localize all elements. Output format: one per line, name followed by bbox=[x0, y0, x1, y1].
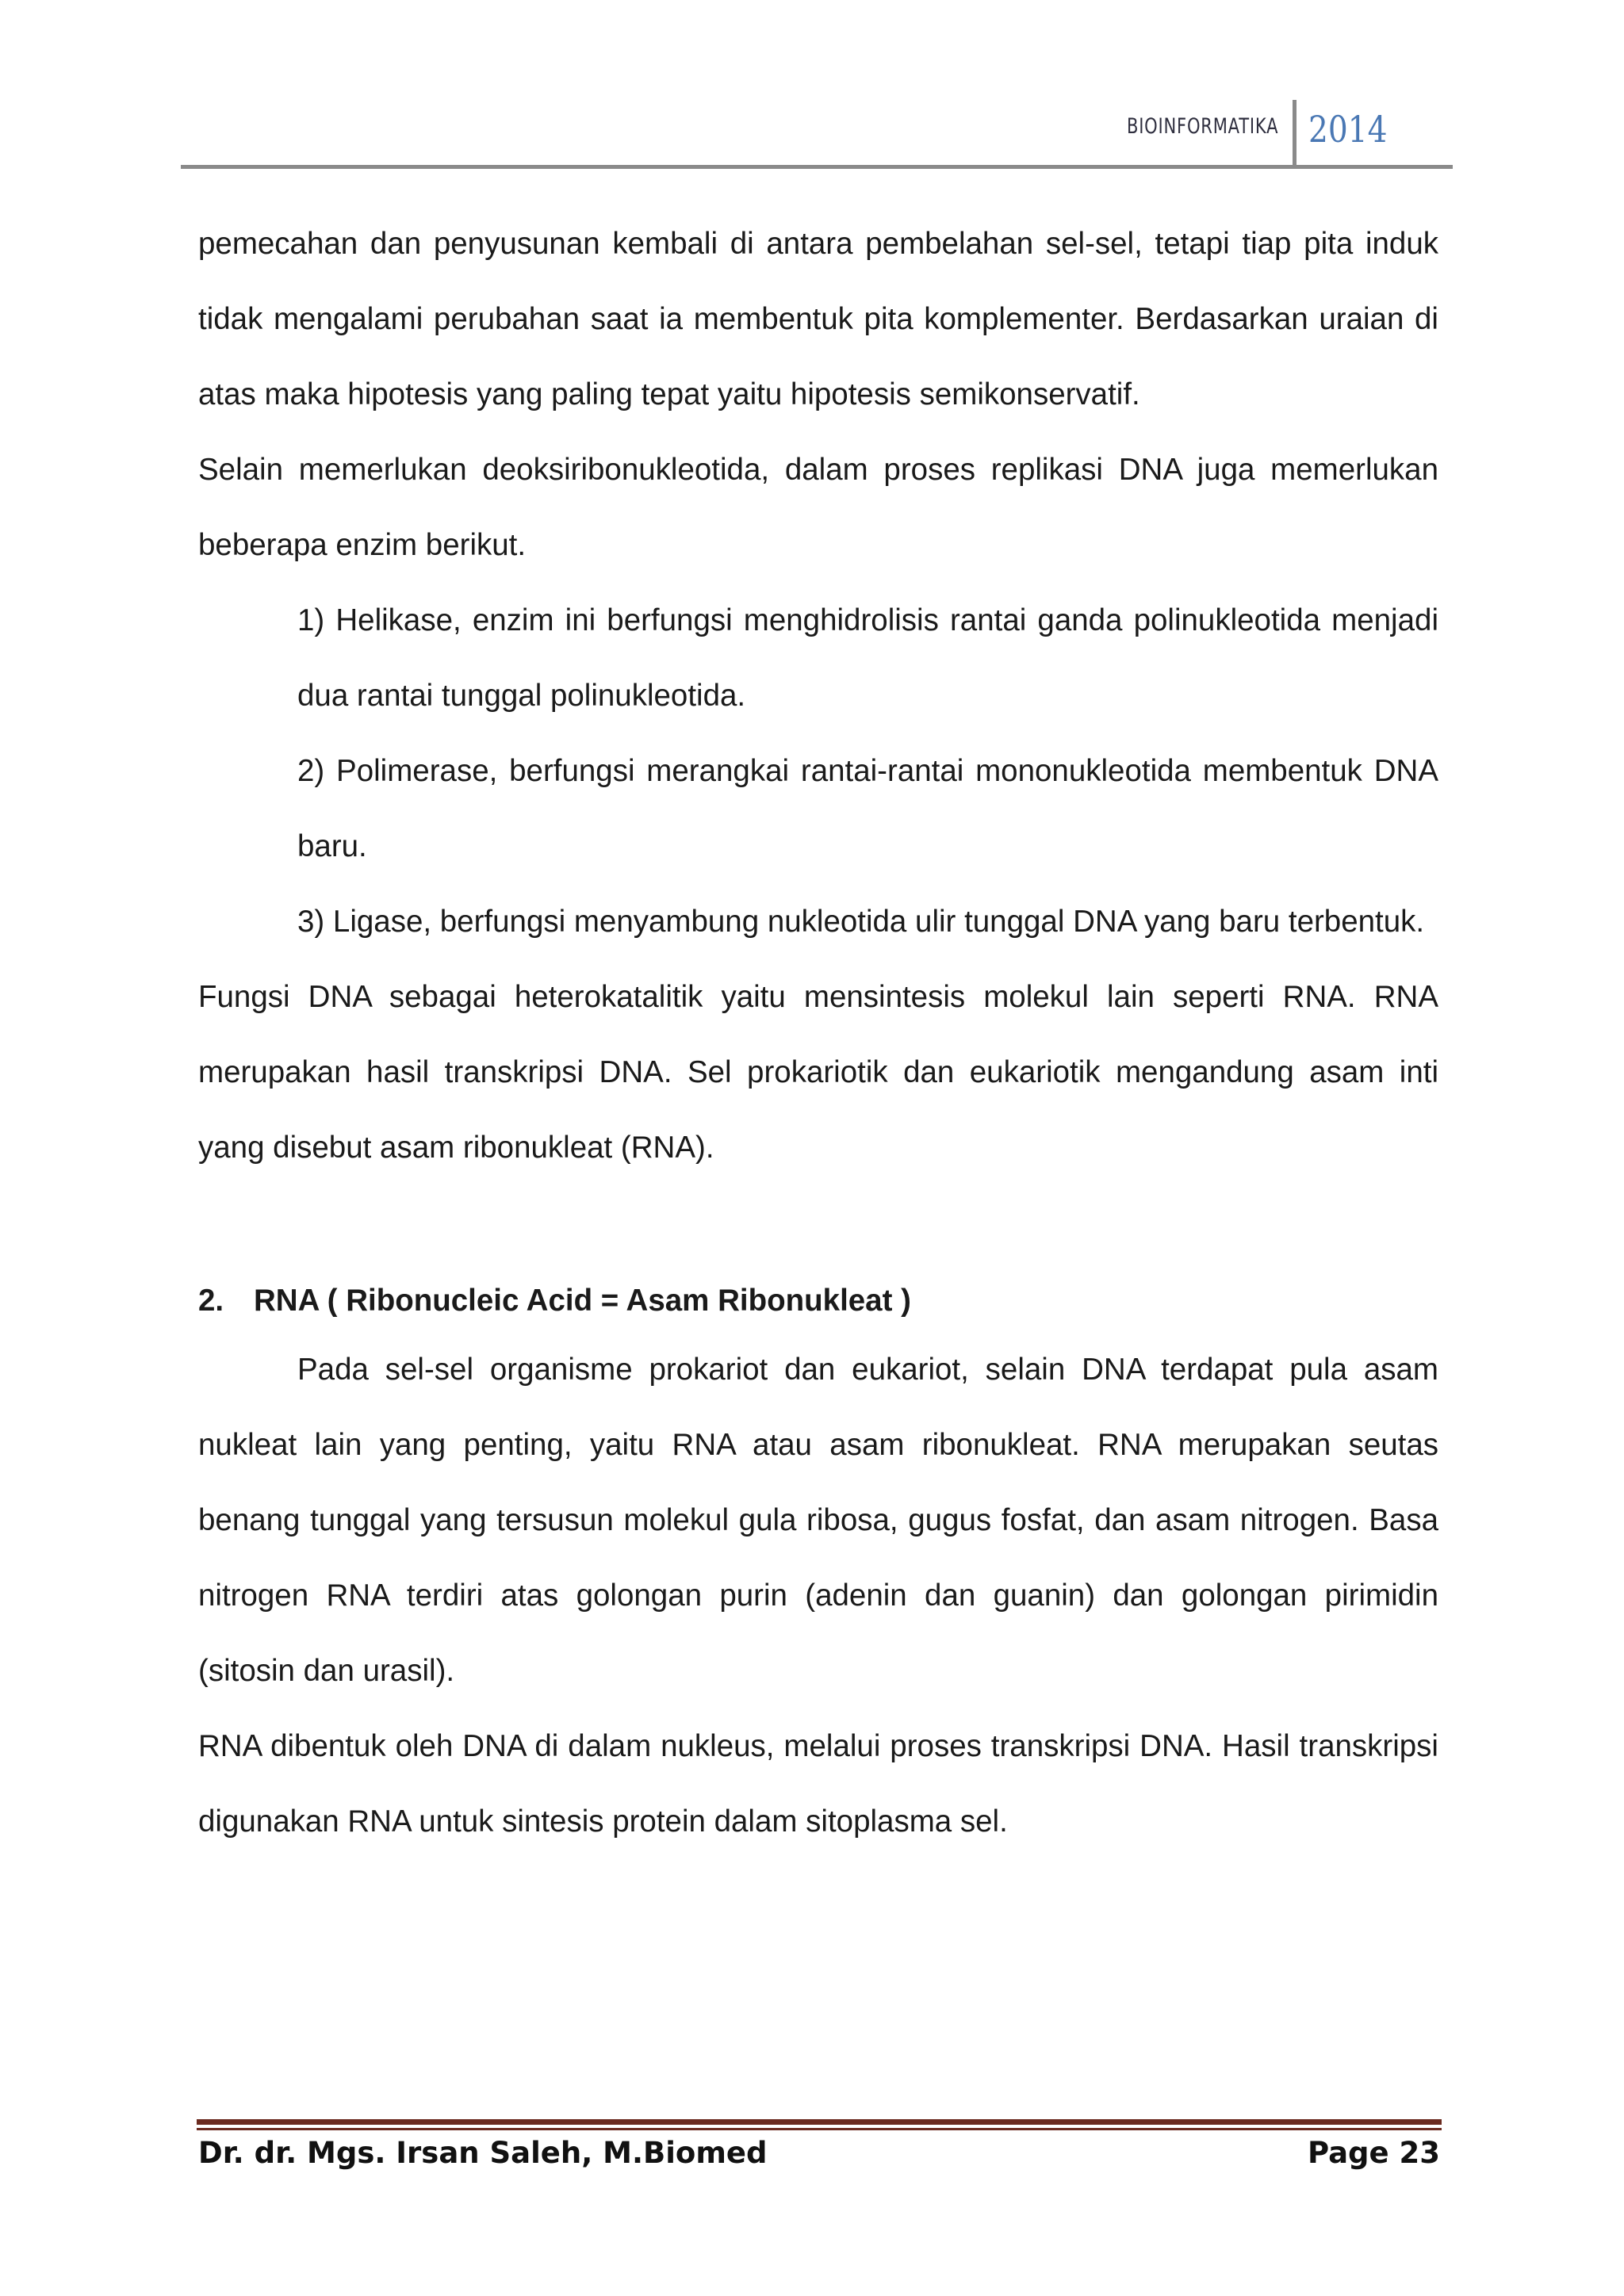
paragraph-rna-transcription: RNA dibentuk oleh DNA di dalam nukleus, melalui proses transkripsi DNA. Hasil transkripsi digunakan RNA untuk sintesis protein dalam sitoplasma sel. bbox=[198, 1729, 1438, 1839]
list-item-polimerase: 2) Polimerase, berfungsi merangkai rantai-rantai mononukleotida membentuk DNA baru. bbox=[297, 754, 1438, 863]
list-item-ligase: 3) Ligase, berfungsi menyambung nukleotida ulir tunggal DNA yang baru terbentuk. bbox=[297, 905, 1425, 939]
footer-rule-thin bbox=[197, 2128, 1442, 2130]
footer-rule bbox=[197, 2119, 1442, 2125]
header-rule bbox=[181, 165, 1453, 169]
page-footer bbox=[198, 2131, 1440, 2175]
list-item-helikase: 1) Helikase, enzim ini berfungsi menghidrolisis rantai ganda polinukleotida menjadi dua rantai tunggal polinukleotida. bbox=[297, 603, 1438, 713]
section-heading bbox=[198, 1276, 1438, 1326]
enzyme-list bbox=[198, 583, 1438, 959]
page-header bbox=[181, 94, 1453, 173]
section-number: 2. bbox=[198, 1284, 224, 1318]
paragraph-enzymes-intro: Selain memerlukan deoksiribonukleotida, dalam proses replikasi DNA juga memerlukan beberapa enzim berikut. bbox=[198, 453, 1438, 562]
paragraph-dna-function: Fungsi DNA sebagai heterokatalitik yaitu mensintesis molekul lain seperti RNA. RNA merupakan hasil transkripsi DNA. Sel prokariotik dan eukariotik mengandung asam inti yang disebut asam ribonukleat (RNA). bbox=[198, 980, 1438, 1165]
footer-author: Dr. dr. Mgs. Irsan Saleh, M.Biomed bbox=[198, 2136, 768, 2170]
header-divider bbox=[1293, 100, 1297, 165]
section-spacer bbox=[198, 1185, 1438, 1276]
section-title: RNA ( Ribonucleic Acid = Asam Ribonukleat ) bbox=[254, 1284, 911, 1318]
header-year: 2014 bbox=[1308, 108, 1388, 151]
page-body bbox=[198, 206, 1438, 1859]
paragraph-semiconservative: pemecahan dan penyusunan kembali di antara pembelahan sel-sel, tetapi tiap pita induk tidak mengalami perubahan saat ia membentuk pita komplementer. Berdasarkan uraian di atas maka hipotesis yang paling tepat yaitu hipotesis semikonservatif. bbox=[198, 227, 1438, 411]
page-number: Page 23 bbox=[1307, 2136, 1440, 2170]
paragraph-rna-description: Pada sel-sel organisme prokariot dan eukariot, selain DNA terdapat pula asam nukleat lain yang penting, yaitu RNA atau asam ribonukleat. RNA merupakan seutas benang tunggal yang tersusun molekul gula ribosa, gugus fosfat, dan asam nitrogen. Basa nitrogen RNA terdiri atas golongan purin (adenin dan guanin) dan golongan pirimidin (sitosin dan urasil). bbox=[198, 1353, 1438, 1688]
header-title: BIOINFORMATIKA bbox=[1126, 114, 1278, 139]
